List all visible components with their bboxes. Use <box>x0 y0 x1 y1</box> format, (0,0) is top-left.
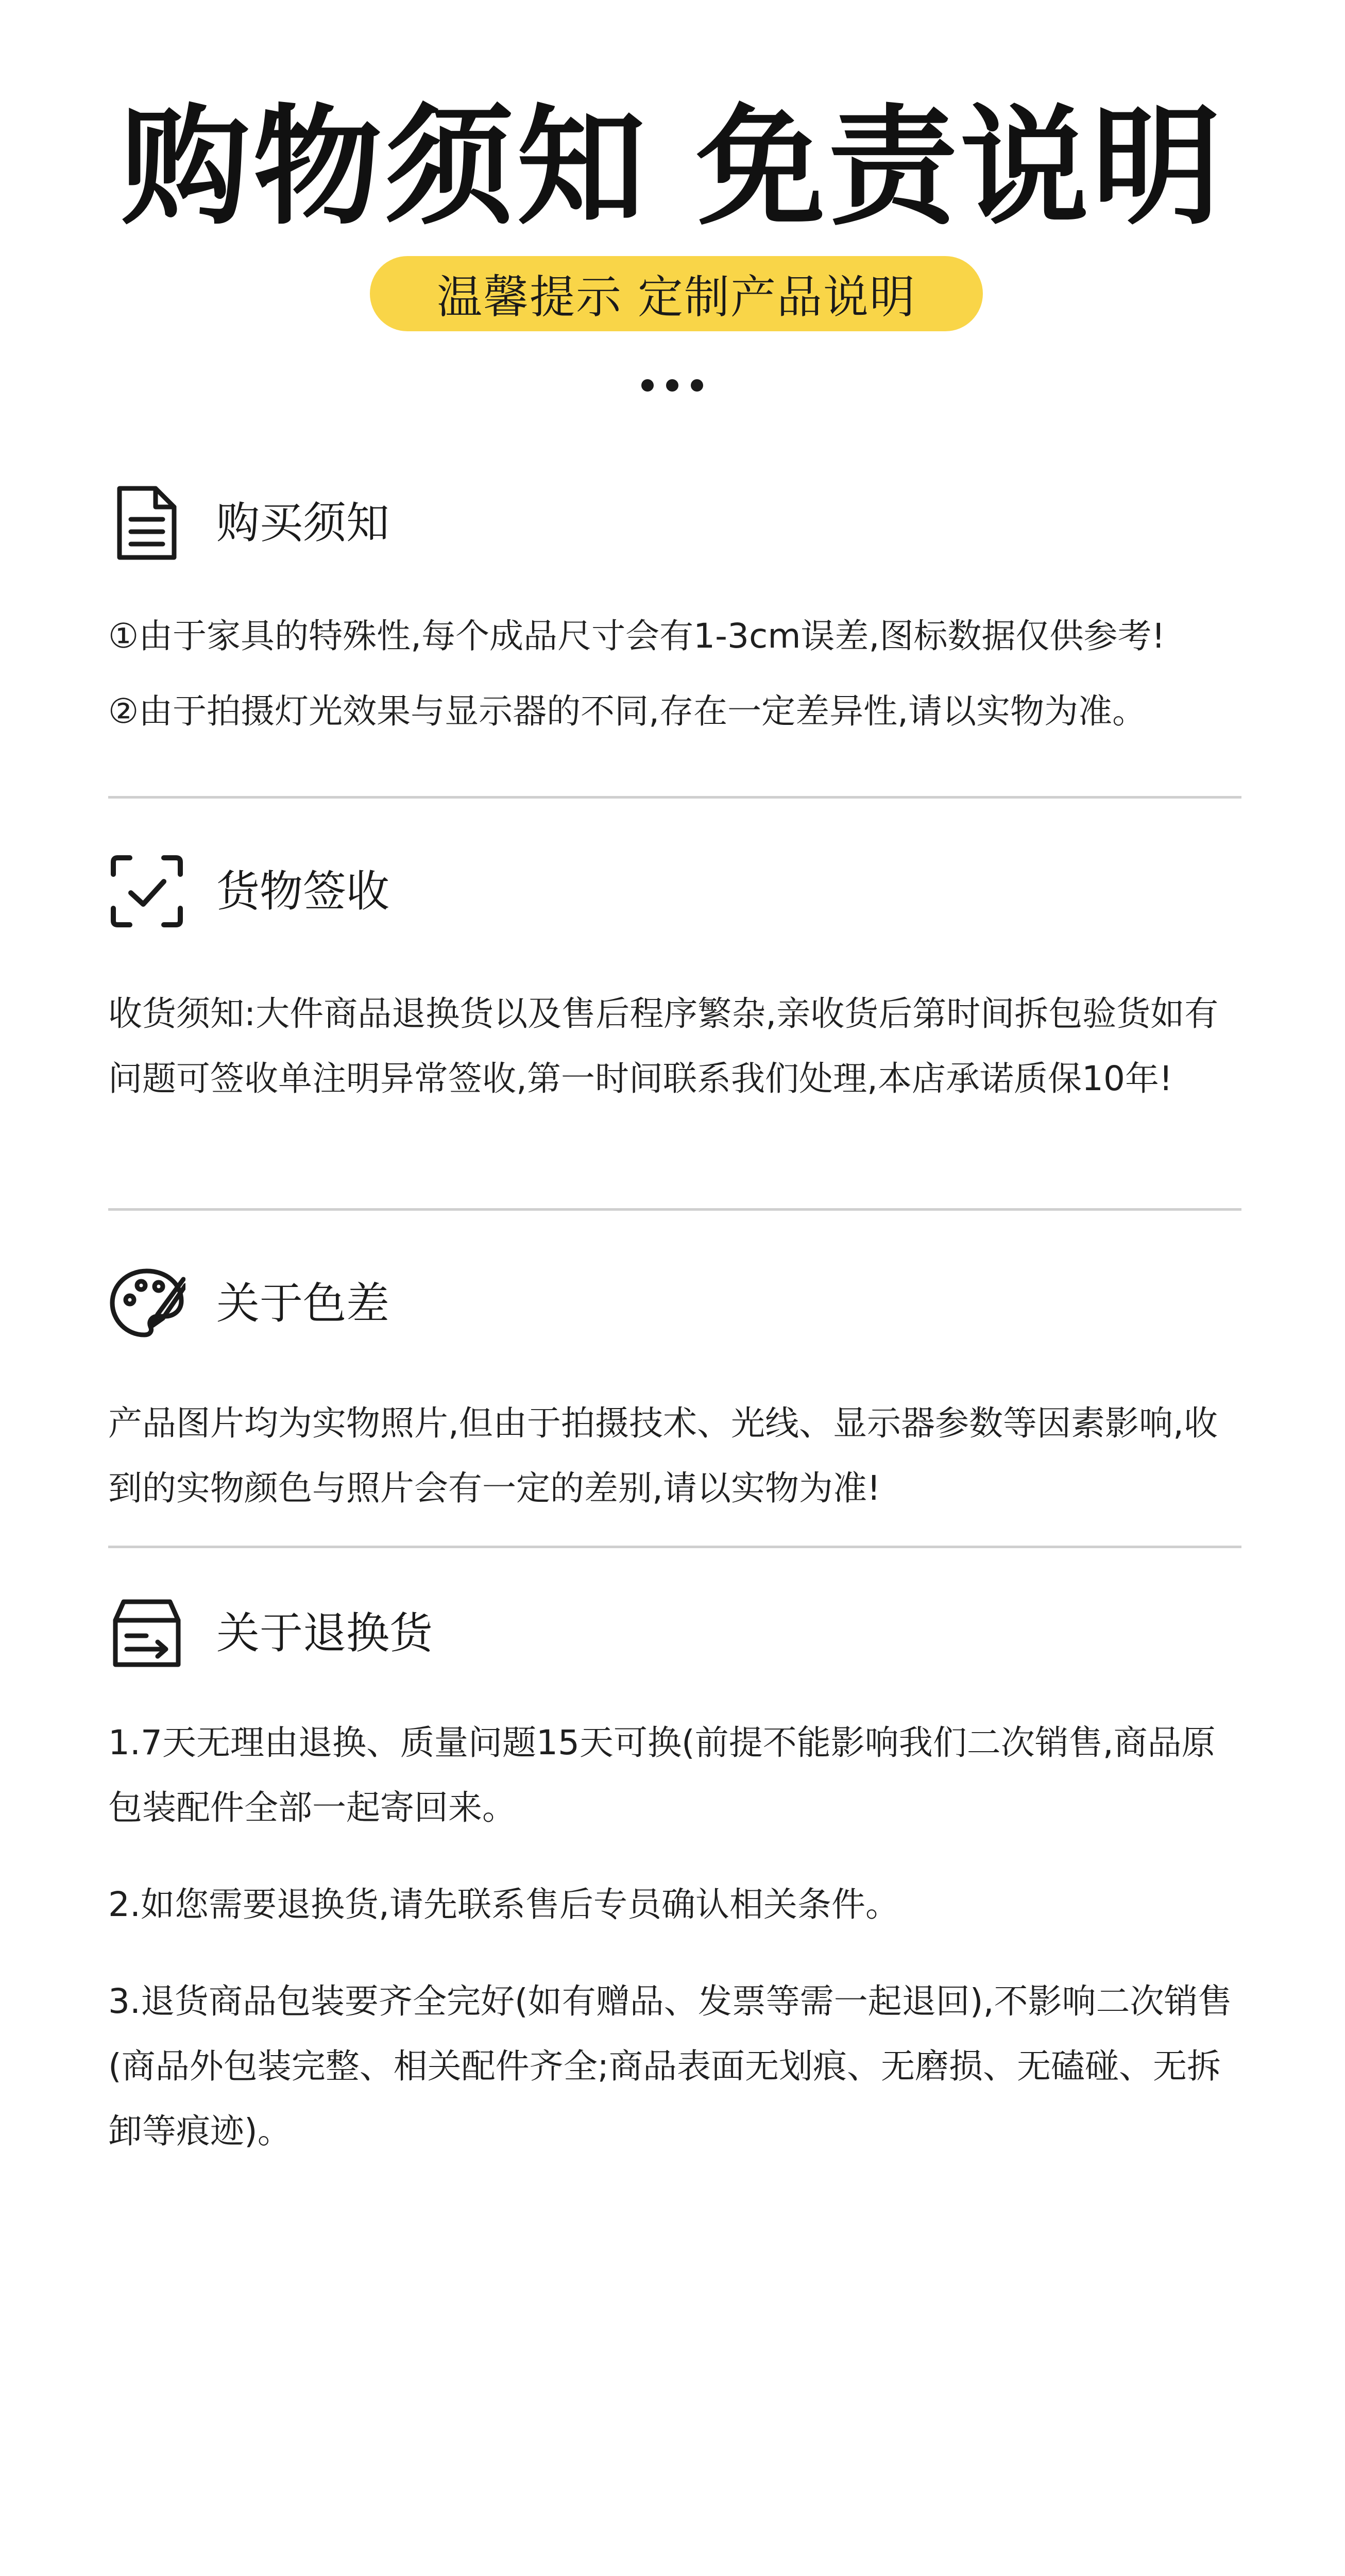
section-title: 购买须知 <box>216 498 390 548</box>
paragraph: 1.7天无理由退换、质量问题15天可换(前提不能影响我们二次销售,商品原包装配件全部一起寄回来。 <box>108 1723 1216 1827</box>
section-goods-receipt <box>108 853 1241 1172</box>
document-icon <box>108 484 185 562</box>
divider <box>108 1208 1241 1211</box>
section-returns <box>108 1595 1241 2213</box>
paragraph: 2.如您需要退换货,请先联系售后专员确认相关条件。 <box>108 1885 899 1924</box>
paragraph: 收货须知:大件商品退换货以及售后程序繁杂,亲收货后第时间拆包验货如有问题可签收单注明异常签收,第一时间联系我们处理,本店承诺质保10年! <box>108 994 1219 1098</box>
divider <box>108 796 1241 799</box>
paragraph: ①由于家具的特殊性,每个成品尺寸会有1-3cm误差,图标数据仅供参考! <box>108 616 1165 656</box>
dot <box>641 379 654 392</box>
page-title: 购物须知 免责说明 <box>121 92 1224 242</box>
paragraph: ②由于拍摄灯光效果与显示器的不同,存在一定差异性,请以实物为准。 <box>108 691 1147 731</box>
section-header <box>108 1595 1241 1677</box>
section-body <box>108 1391 1241 1521</box>
section-header <box>108 853 1241 935</box>
section-title: 关于色差 <box>216 1278 390 1329</box>
section-color-difference <box>108 1265 1241 1522</box>
scan-check-icon <box>108 853 185 930</box>
section-body <box>108 981 1247 1111</box>
paragraph: 3.退货商品包装要齐全完好(如有赠品、发票等需一起退回),不影响二次销售(商品外包装完整、相关配件齐全;商品表面无划痕、无磨损、无磕碰、无拆卸等痕迹)。 <box>108 1981 1232 2151</box>
dot <box>691 379 703 392</box>
dot <box>666 379 678 392</box>
section-title: 货物签收 <box>216 866 390 917</box>
tip-badge <box>370 256 983 331</box>
section-body <box>108 1710 1236 2164</box>
section-purchase-notice <box>108 484 1241 773</box>
tip-badge-label: 温馨提示 定制产品说明 <box>437 270 916 324</box>
section-header <box>108 1265 1241 1347</box>
divider <box>108 1546 1241 1548</box>
return-box-icon <box>108 1595 185 1672</box>
palette-icon <box>108 1265 185 1342</box>
ellipsis-dots <box>641 378 703 393</box>
section-body <box>108 604 1241 744</box>
section-header <box>108 484 1241 567</box>
section-title: 关于退换货 <box>216 1608 433 1658</box>
paragraph: 产品图片均为实物照片,但由于拍摄技术、光线、显示器参数等因素影响,收到的实物颜色与照片会有一定的差别,请以实物为准! <box>108 1403 1218 1508</box>
